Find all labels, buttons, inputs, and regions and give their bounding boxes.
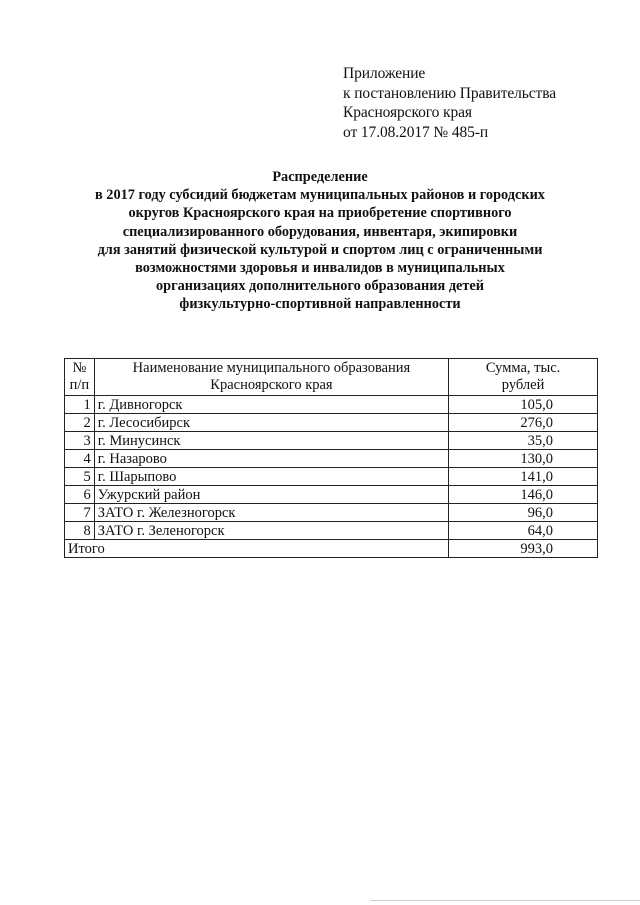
table-row: [65, 486, 598, 504]
header-name-line: Наименование муниципального образования: [132, 360, 411, 376]
row-num: 1: [65, 396, 95, 414]
row-sum: 64,0: [449, 522, 598, 540]
table-row: [65, 414, 598, 432]
header-num: [65, 359, 95, 396]
row-num: 4: [65, 450, 95, 468]
total-sum: 993,0: [449, 540, 598, 558]
row-sum: 105,0: [449, 396, 598, 414]
row-num: 7: [65, 504, 95, 522]
title-line: округов Красноярского края на приобретение спортивного: [128, 205, 512, 222]
row-sum: 35,0: [449, 432, 598, 450]
table-row: [65, 396, 598, 414]
document-title: [60, 168, 580, 314]
row-name: ЗАТО г. Зеленогорск: [94, 522, 448, 540]
table-header-row: [65, 359, 598, 396]
title-line: в 2017 году субсидий бюджетам муниципальных районов и городских: [95, 187, 545, 204]
header-name: [94, 359, 448, 396]
row-name: г. Минусинск: [94, 432, 448, 450]
row-sum: 141,0: [449, 468, 598, 486]
row-num: 3: [65, 432, 95, 450]
table-row: [65, 450, 598, 468]
table-row: [65, 504, 598, 522]
header-num-line: №: [72, 360, 87, 376]
row-name: г. Дивногорск: [94, 396, 448, 414]
header-sum: [449, 359, 598, 396]
title-line: специализированного оборудования, инвентаря, экипировки: [122, 223, 518, 240]
row-name: г. Шарыпово: [94, 468, 448, 486]
header-num-line: п/п: [69, 377, 90, 393]
approval-line: от 17.08.2017 № 485-п: [343, 123, 489, 141]
table-row: [65, 432, 598, 450]
title-line: для занятий физической культурой и спортом лиц с ограниченными: [97, 241, 543, 258]
distribution-table: [64, 358, 598, 558]
total-label: Итого: [65, 540, 449, 558]
row-sum: 96,0: [449, 504, 598, 522]
row-num: 6: [65, 486, 95, 504]
title-line: организациях дополнительного образования детей: [156, 278, 484, 295]
table-total-row: [65, 540, 598, 558]
approval-line: к постановлению Правительства: [343, 84, 557, 102]
row-num: 5: [65, 468, 95, 486]
approval-block: [343, 64, 556, 142]
row-num: 2: [65, 414, 95, 432]
title-line: физкультурно-спортивной направленности: [179, 296, 461, 313]
row-sum: 276,0: [449, 414, 598, 432]
row-num: 8: [65, 522, 95, 540]
title-line: Распределение: [272, 169, 368, 185]
header-sum-line: Сумма, тыс.: [485, 360, 561, 376]
row-name: ЗАТО г. Железногорск: [94, 504, 448, 522]
page-edge-line: [370, 900, 640, 901]
row-name: г. Назарово: [94, 450, 448, 468]
header-sum-line: рублей: [501, 377, 545, 393]
row-sum: 146,0: [449, 486, 598, 504]
approval-line: Приложение: [343, 65, 426, 82]
row-sum: 130,0: [449, 450, 598, 468]
title-line: возможностями здоровья и инвалидов в муниципальных: [135, 260, 505, 277]
table-row: [65, 468, 598, 486]
row-name: Ужурский район: [94, 486, 448, 504]
approval-line: Красноярского края: [343, 104, 472, 121]
header-name-line: Красноярского края: [210, 377, 333, 393]
row-name: г. Лесосибирск: [94, 414, 448, 432]
table-row: [65, 522, 598, 540]
